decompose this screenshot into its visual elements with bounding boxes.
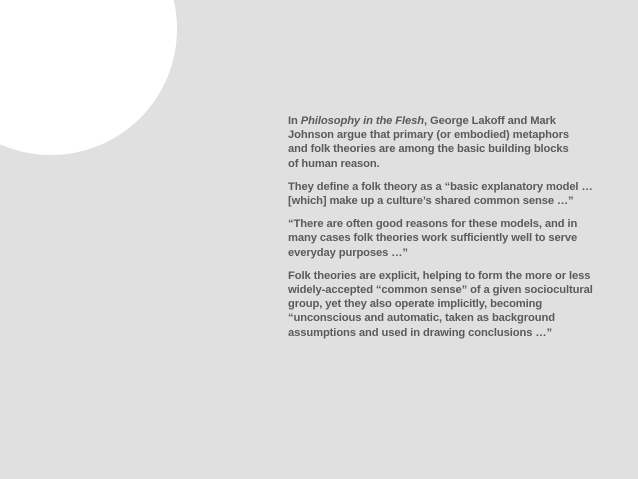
paragraph-line: group, yet they also operate implicitly, becoming (288, 298, 543, 311)
decorative-circle (0, 0, 177, 155)
paragraph-line: Johnson argue that primary (or embodied) metaphors (288, 129, 569, 142)
book-title: Philosophy in the Flesh (300, 115, 425, 127)
paragraph-line: “There are often good reasons for these models, and in (288, 218, 578, 231)
paragraph-line: widely-accepted “common sense” of a given sociocultural (288, 284, 593, 297)
paragraph-line: Folk theories are explicit, helping to form the more or less (288, 269, 591, 282)
paragraph-lakoff-johnson (288, 114, 618, 171)
slide-text-block (288, 114, 618, 349)
paragraph-line: [which] make up a culture’s shared common sense …” (288, 195, 574, 208)
paragraph-line (288, 114, 618, 128)
paragraph-line: assumptions and used in drawing conclusions …” (288, 326, 552, 339)
paragraph-good-reasons-quote (288, 217, 618, 260)
text-prefix: In (288, 115, 301, 127)
paragraph-explicit-implicit (288, 269, 618, 340)
paragraph-line: “unconscious and automatic, taken as background (288, 312, 555, 325)
paragraph-line: and folk theories are among the basic building blocks (288, 143, 569, 156)
text-suffix: , George Lakoff and Mark (424, 115, 556, 127)
paragraph-line: of human reason. (288, 157, 380, 170)
paragraph-line: They define a folk theory as a “basic explanatory model … (288, 180, 593, 193)
paragraph-folk-theory-definition (288, 180, 618, 208)
paragraph-line: many cases folk theories work sufficiently well to serve (288, 232, 578, 245)
paragraph-line: everyday purposes …” (288, 246, 408, 259)
